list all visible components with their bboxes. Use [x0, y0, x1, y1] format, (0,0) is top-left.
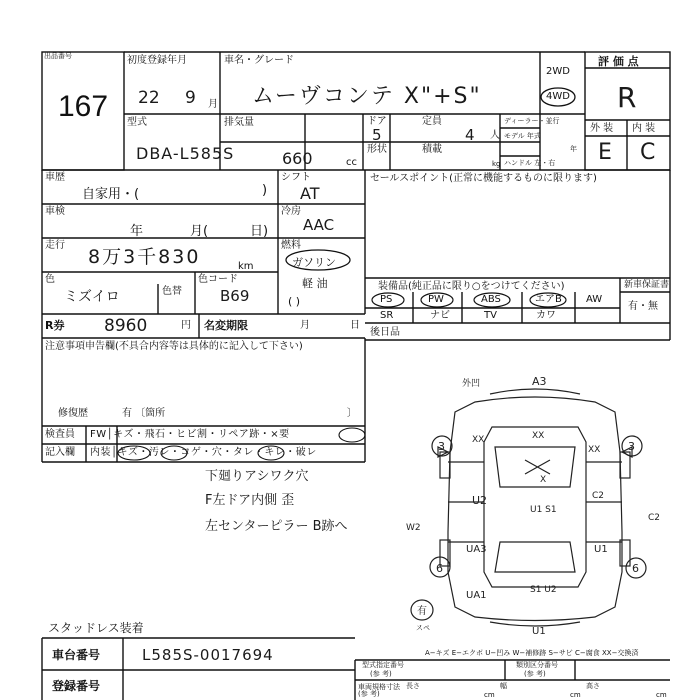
interior-grade: C: [640, 140, 656, 165]
exterior-label: 外 装: [590, 123, 614, 134]
fuel-paren: ( ): [288, 295, 301, 308]
drive-2wd: 2WD: [546, 66, 570, 77]
car-damage-diagram: [400, 372, 670, 642]
inspector-row-1: FW│キズ・飛石・ヒビ割・リペア跡・×要: [90, 429, 290, 440]
model-cert-label: 型式指定番号: [362, 661, 404, 669]
displacement-label: 排気量: [224, 117, 254, 128]
sales-point-label: セールスポイント(正常に機能するものに限ります): [370, 173, 597, 184]
color-change-label: 色替: [162, 286, 182, 297]
eq-sr: SR: [380, 310, 394, 321]
model-cert-sub: (参 考): [370, 670, 392, 678]
mark-u1-right: U1: [594, 544, 608, 555]
mileage-unit: km: [238, 261, 254, 272]
reg-label: 登録番号: [52, 679, 101, 693]
capacity-unit: 人: [490, 130, 500, 141]
repair-value: 有 〔箇所: [122, 408, 166, 419]
mark-xx-roof: XX: [532, 431, 545, 441]
inspector-row-2: 内装│キズ・汚レ・コゲ・穴・タレ・キレ・破レ: [90, 447, 317, 458]
model-year-label: モデル 年式: [504, 132, 541, 140]
mark-a3: A3: [532, 375, 547, 388]
inspection-day: 日): [250, 224, 269, 239]
exterior-grade: E: [598, 140, 612, 165]
mark-xx-left: XX: [472, 435, 485, 445]
mark-c2-right: C2: [648, 513, 661, 523]
insp-x-circle: [339, 428, 365, 442]
doors-value: 5: [372, 126, 382, 144]
cm-2: cm: [570, 691, 581, 699]
mark-x-hood: X: [540, 475, 547, 485]
mark-6-right: 6: [632, 562, 639, 575]
price-value: 8960: [104, 316, 148, 336]
repair-close: 〕: [347, 408, 357, 419]
repair-label: 修復歴: [58, 408, 88, 419]
first-reg-month: 9: [185, 88, 196, 108]
year-unit: 年: [570, 145, 577, 153]
mark-3-right: 3: [628, 440, 635, 453]
first-reg-year: 22: [138, 88, 160, 108]
rating-value: R: [617, 81, 637, 114]
mark-3-left: 3: [438, 440, 445, 453]
model-label: 型式: [127, 117, 147, 128]
dealer-label: ディーラー・並行: [504, 117, 560, 125]
name-change-day: 日: [350, 320, 360, 331]
name-change-label: 名変期限: [204, 319, 248, 332]
usage-label: 車歴: [45, 172, 65, 183]
shape-label: 形状: [367, 144, 387, 155]
mark-c2-top: C2: [592, 491, 605, 501]
usage-close: ): [262, 183, 268, 198]
legend: A−キズ E−エクボ U−凹み W−補修跡 S−サビ C−腐食 XX−交換済: [425, 649, 639, 657]
fuel-gas: ガソリン: [292, 256, 336, 269]
mark-u1-s1: U1 S1: [530, 505, 557, 515]
notes-label: 注意事項申告欄(不具合内容等は具体的に記入して下さい): [45, 341, 303, 352]
warranty-value: 有・無: [628, 301, 658, 312]
color-value: ミズイロ: [64, 289, 120, 305]
shift-value: AT: [300, 184, 320, 203]
displacement-unit: cc: [346, 157, 357, 168]
mark-6-left: 6: [436, 562, 443, 575]
eq-ps: PS: [380, 294, 393, 305]
chassis-label: 車台番号: [52, 648, 101, 662]
eq-pw: PW: [428, 294, 444, 305]
inspector-note-2: F左ドア内側 歪: [205, 493, 295, 508]
eq-navi: ナビ: [430, 310, 450, 321]
mark-s1-u2: S1 U2: [530, 585, 557, 595]
ac-value: AAC: [303, 216, 335, 234]
first-reg-month-unit: 月: [208, 99, 218, 110]
mileage-label: 走行: [45, 240, 65, 251]
chassis-value: L585S-0017694: [142, 646, 274, 664]
eq-abs: ABS: [481, 294, 501, 305]
load-unit: kg: [492, 160, 501, 168]
lot-number: 167: [58, 90, 109, 123]
fuel-diesel: 軽 油: [302, 277, 328, 290]
eq-tv: TV: [484, 310, 497, 321]
mark-ua1: UA1: [466, 590, 487, 601]
inspection-year: 年: [130, 224, 144, 239]
capacity-value: 4: [465, 126, 475, 144]
inspector-label-2: 記入欄: [45, 447, 75, 458]
eq-aw: AW: [586, 294, 603, 305]
inspector-note-1: 下廻りアシワク穴: [205, 469, 309, 484]
name-change-month: 月: [300, 320, 310, 331]
studless-note: スタッドレス装着: [48, 621, 144, 635]
eq-airb: エアB: [535, 294, 562, 305]
aftermarket-label: 後日品: [370, 327, 400, 338]
doors-label: ドア: [367, 116, 387, 127]
mark-ua3: UA3: [466, 544, 487, 555]
car-name-label: 車名・グレード: [224, 55, 294, 66]
color-label: 色: [45, 274, 55, 285]
inspection-label: 車検: [45, 206, 65, 217]
warranty-label: 新車保証書: [624, 280, 670, 290]
rating-label: 評 価 点: [598, 55, 639, 68]
color-code-value: B69: [220, 287, 250, 305]
mark-w2: W2: [406, 523, 421, 533]
first-reg-label: 初度登録年月: [127, 55, 187, 66]
mark-gaihe: 外凹: [462, 379, 481, 389]
color-code-label: 色コード: [198, 274, 238, 285]
class-sub: (参 考): [524, 670, 546, 678]
mark-xx-right: XX: [588, 445, 601, 455]
lot-label: 出品番号: [44, 52, 72, 60]
capacity-label: 定員: [422, 116, 442, 127]
inspector-label-1: 検査員: [45, 429, 75, 440]
eq-leather: カワ: [536, 310, 556, 321]
fuel-label: 燃料: [281, 240, 301, 251]
cm-3: cm: [656, 691, 667, 699]
car-name: ムーヴコンテ X"+S": [252, 84, 482, 109]
class-label: 類別区分番号: [516, 661, 558, 669]
price-label: R券: [45, 319, 65, 332]
displacement-value: 660: [282, 149, 313, 168]
inspector-note-3: 左センターピラー B跡へ: [205, 519, 348, 534]
mark-spare: スペ: [416, 624, 430, 632]
price-unit: 円: [181, 320, 191, 331]
handle-label: ハンドル 左・右: [504, 159, 556, 167]
width-label: 幅: [500, 682, 507, 690]
equipment-label: 装備品(純正品に限り○をつけてください): [378, 281, 565, 292]
length-label: 長さ: [406, 682, 420, 690]
mileage-value: 8万3千830: [88, 246, 201, 268]
height-label: 高さ: [586, 682, 600, 690]
mark-ari: 有: [417, 606, 427, 617]
drive-4wd: 4WD: [546, 91, 570, 102]
interior-label: 内 装: [632, 123, 656, 134]
mark-u1-rear: U1: [532, 626, 546, 637]
cm-1: cm: [484, 691, 495, 699]
inspection-month: 月(: [190, 224, 209, 239]
load-label: 積載: [422, 144, 442, 155]
dims-label: 車両規格寸法 (参 考): [358, 683, 400, 698]
mark-u2-left: U2: [472, 494, 488, 507]
usage-value: 自家用・(: [82, 187, 140, 202]
model-value: DBA-L585S: [136, 144, 235, 163]
shift-label: シフト: [281, 172, 311, 183]
ac-label: 冷房: [281, 206, 301, 217]
